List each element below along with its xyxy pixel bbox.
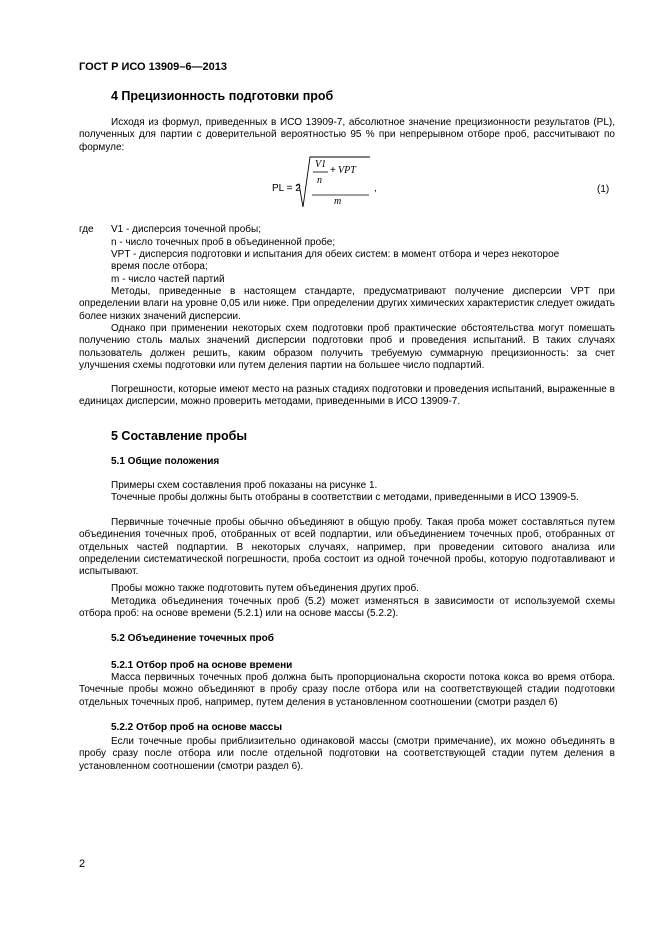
where-word: где <box>79 224 94 235</box>
def-n: n - число точечных проб в объединенной пробе; <box>111 237 336 248</box>
section-4-intro: Исходя из формул, приведенных в ИСО 13909-7, абсолютное значение прецизионности результатов (PL), полученных для партии с доверительной вероятностью 95 % при непрерывном отборе проб, рассчитывают по формуле: <box>79 117 615 153</box>
def-vpt-cont: время после отбора; <box>111 261 208 272</box>
formula-lhs: PL = 2 <box>272 183 301 194</box>
formula-n: n <box>317 175 322 186</box>
section-4-p2: Однако при применении некоторых схем подготовки проб практические обстоятельства могут помешать получению столь малых значений дисперсии подготовки проб и проведения испытаний. В таких случаях пользователь должен решить, каким образом получить требуемую суммарную прецизионность: за счет улучшения схемы подготовки или путем деления партии на большее число подпартий. <box>79 323 615 371</box>
section-5-1-p2: Точечные пробы должны быть отобраны в соответствии с методами, приведенными в ИСО 13909-5. <box>111 492 579 503</box>
section-4-p1: Методы, приведенные в настоящем стандарте, предусматривают получение дисперсии VPT при определении влаги на уровне 0,05 или ниже. При определении других химических характеристик следует ожидать более низких значений дисперсии. <box>79 286 615 322</box>
section-5-2-1-p: Масса первичных точечных проб должна быть пропорциональна скорости потока кокса во время отбора. Точечные пробы можно объединяют в пробу сразу после отбора или на соответствующей стадии подготовки отдельных точечных проб, например, путем деления в установленном соотношении (смотри раздел 6) <box>79 672 615 708</box>
formula-vpt: VPT <box>338 165 356 176</box>
section-5-1-heading: 5.1 Общие положения <box>111 456 220 467</box>
formula-v1: V1 <box>315 159 327 170</box>
section-5-1-p3: Первичные точечные пробы обычно объединяют в общую пробу. Такая проба может составляться путем объединения точечных проб, отобранных от всей подпартии, или объединением точечных проб, отобранных от отдельных частей подпартии. В некоторых случаях, например, при проведении ситового анализа или определении систематической погрешности, проба состоит из одной точечной пробы, которую подготавливают и испытывают. <box>79 517 615 578</box>
formula-m: m <box>334 196 342 207</box>
formula-1 <box>270 155 380 213</box>
formula-number: (1) <box>597 184 610 195</box>
section-4-p3: Погрешности, которые имеют место на разных стадиях подготовки и проведения испытаний, выраженные в единицах дисперсии, можно проверить методами, приведенными в ИСО 13909-7. <box>79 384 615 408</box>
section-4-heading: 4 Прецизионность подготовки проб <box>111 89 334 103</box>
section-5-2-1-heading: 5.2.1 Отбор проб на основе времени <box>111 660 293 671</box>
section-5-2-2-heading: 5.2.2 Отбор проб на основе массы <box>111 722 282 733</box>
section-5-heading: 5 Составление пробы <box>111 429 248 443</box>
section-5-2-2-p: Если точечные пробы приблизительно одинаковой массы (смотри примечание), их можно объединять в пробу сразу после отбора или после отдельной подготовки на соответствующей стадии путем деления в установленном соотношении (смотри раздел 6). <box>79 736 615 772</box>
page-number: 2 <box>79 858 86 870</box>
document-header: ГОСТ Р ИСО 13909–6—2013 <box>79 61 227 73</box>
section-5-2-heading: 5.2 Объединение точечных проб <box>111 633 274 644</box>
def-m: m - число частей партий <box>111 274 225 285</box>
section-5-1-p5: Методика объединения точечных проб (5.2) может изменяться в зависимости от используемой схемы отбора проб: на основе времени (5.2.1) или на основе массы (5.2.2). <box>79 596 615 620</box>
def-v1: V1 - дисперсия точечной пробы; <box>111 224 261 235</box>
section-5-1-p4: Пробы можно также подготовить путем объединения других проб. <box>111 583 419 594</box>
section-5-1-p1: Примеры схем составления проб показаны на рисунке 1. <box>111 480 378 491</box>
formula-plus: + <box>330 165 336 176</box>
formula-comma: , <box>374 183 377 194</box>
def-vpt: VPT - дисперсия подготовки и испытания для обеих систем: в момент отбора и через некоторое <box>111 249 560 260</box>
